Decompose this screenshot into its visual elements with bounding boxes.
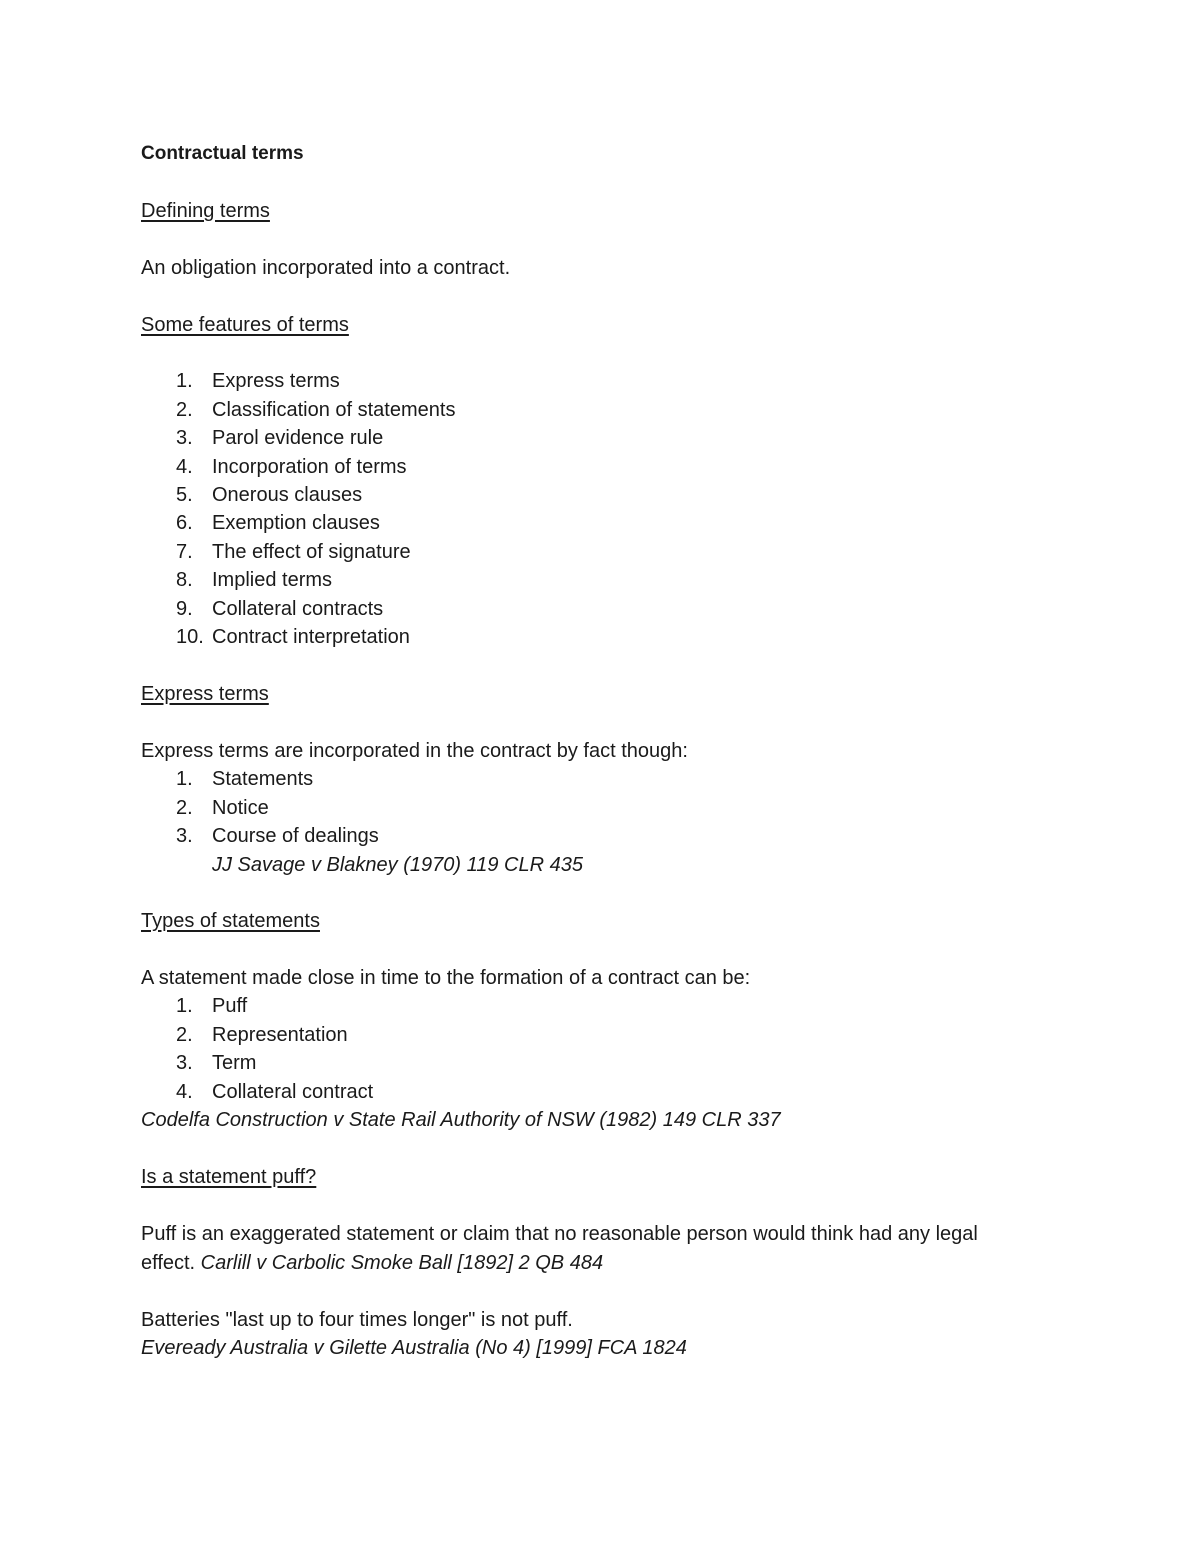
case-citation: Eveready Australia v Gilette Australia (No 4) [1999] FCA 1824 [141,1337,687,1359]
list-text: The effect of signature [212,541,411,563]
list-text: Course of dealings [212,825,379,847]
list-number: 8. [176,569,193,591]
list-number: 2. [176,399,193,421]
heading-express-terms: Express terms [141,683,269,705]
list-text: Parol evidence rule [212,427,384,449]
puff-paragraph-text: effect. [141,1252,201,1274]
batteries-statement: Batteries "last up to four times longer" is not puff. [141,1309,573,1331]
list-text: Exemption clauses [212,512,380,534]
heading-is-statement-puff: Is a statement puff? [141,1166,317,1188]
list-number: 3. [176,1052,193,1074]
puff-paragraph-line: Puff is an exaggerated statement or claim that no reasonable person would think had any legal [141,1223,978,1245]
case-citation-text: JJ Savage v Blakney (1970) 119 CLR 435 [212,854,583,876]
heading-types-of-statements: Types of statements [141,910,320,932]
list-number: 1. [176,995,193,1017]
list-number: 4. [176,1081,193,1103]
express-terms-intro: Express terms are incorporated in the contract by fact though: [141,740,688,762]
list-text: Contract interpretation [212,626,410,648]
list-text: Implied terms [212,569,333,591]
list-text: Representation [212,1024,348,1046]
heading-some-features: Some features of terms [141,314,349,336]
list-number: 1. [176,768,193,790]
types-intro: A statement made close in time to the formation of a contract can be: [141,967,751,989]
list-number: 1. [176,370,193,392]
list-number: 5. [176,484,193,506]
list-text: Notice [212,797,269,819]
puff-paragraph-line [141,1251,603,1275]
list-text: Onerous clauses [212,484,363,506]
list-number: 2. [176,1024,193,1046]
list-number: 9. [176,598,193,620]
list-number: 4. [176,456,193,478]
list-text: Collateral contract [212,1081,374,1103]
case-citation: Carlill v Carbolic Smoke Ball [1892] 2 QB 484 [200,1252,604,1274]
list-number: 10. [176,626,204,648]
list-text: Express terms [212,370,340,392]
definition-text: An obligation incorporated into a contract. [141,257,511,279]
list-text: Puff [212,995,248,1017]
page-title: Contractual terms [141,143,304,164]
list-text: Term [212,1052,257,1074]
case-citation: Codelfa Construction v State Rail Authority of NSW (1982) 149 CLR 337 [141,1109,781,1131]
heading-defining-terms: Defining terms [141,200,270,222]
list-number: 2. [176,797,193,819]
list-text: Classification of statements [212,399,456,421]
list-number: 6. [176,512,193,534]
list-text: Collateral contracts [212,598,384,620]
list-text: Statements [212,768,314,790]
list-number: 7. [176,541,193,563]
list-number: 3. [176,825,193,847]
list-number: 3. [176,427,193,449]
list-text: Incorporation of terms [212,456,407,478]
